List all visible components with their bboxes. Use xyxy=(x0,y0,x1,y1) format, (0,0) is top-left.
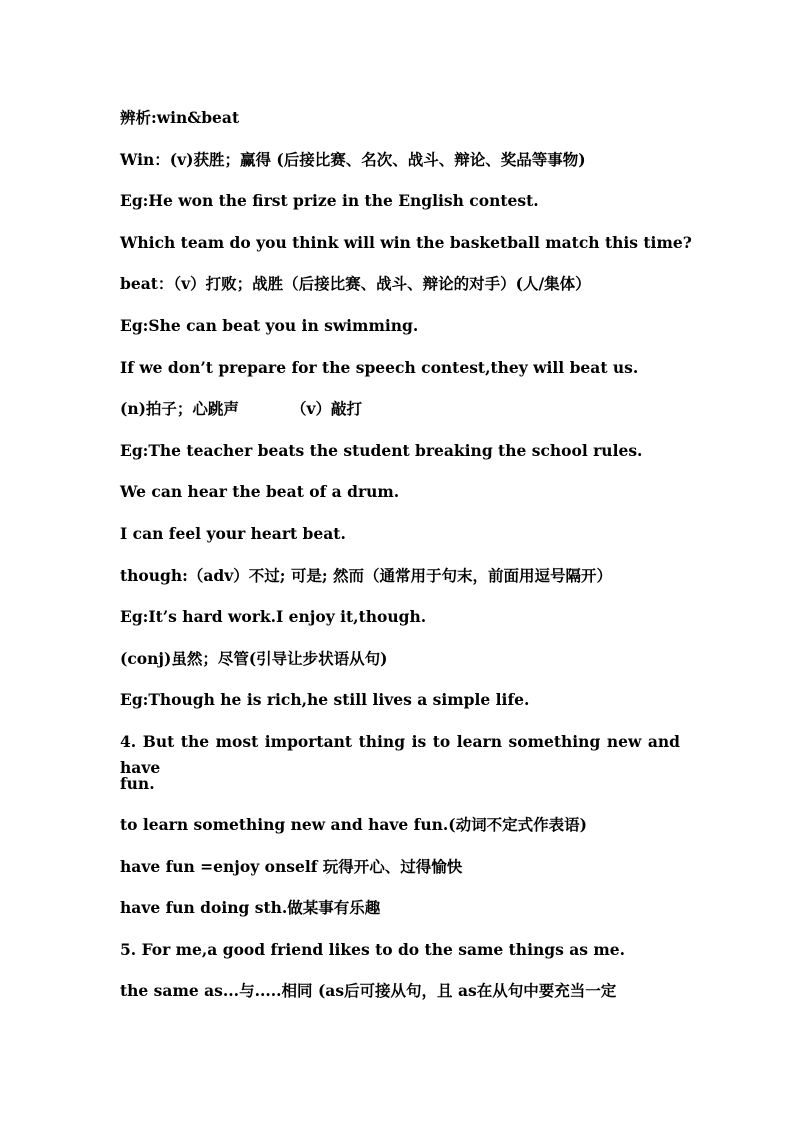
text-line-8 xyxy=(120,396,680,438)
beat-verb-definition: （v）敲打 xyxy=(290,399,362,419)
text-line-21: 5. For me,a good friend likes to do the same things as me. xyxy=(120,939,626,959)
text-line-14: (conj)虽然；尽管(引导让步状语从句) xyxy=(120,648,388,668)
text-line-19: have fun =enjoy onself 玩得开心、过得愉快 xyxy=(120,856,463,876)
text-line-2: Win：(v)获胜；赢得 (后接比赛、名次、战斗、辩论、奖品等事物) xyxy=(120,149,586,169)
text-line-9: Eg:The teacher beats the student breaking the school rules. xyxy=(120,440,643,460)
text-line-6: Eg:She can beat you in swimming. xyxy=(120,315,419,335)
text-line-5: beat：（v）打败；战胜（后接比赛、战斗、辩论的对手）(人/集体） xyxy=(120,274,591,294)
text-line-17: fun. xyxy=(120,773,155,793)
text-line-3: Eg:He won the first prize in the English contest. xyxy=(120,191,539,211)
text-line-22: the same as...与.....相同 (as后可接从句，且 as在从句中要充当一定 xyxy=(120,981,617,1001)
text-line-16: 4. But the most important thing is to learn something new and have xyxy=(120,731,680,777)
beat-noun-definition: (n)拍子；心跳声 xyxy=(120,399,239,419)
text-line-13: Eg:It’s hard work.I enjoy it,though. xyxy=(120,607,427,627)
text-line-20: have fun doing sth.做某事有乐趣 xyxy=(120,898,381,918)
text-line-12: though:（adv）不过; 可是; 然而（通常用于句末，前面用逗号隔开） xyxy=(120,565,612,585)
text-line-10: We can hear the beat of a drum. xyxy=(120,482,400,502)
document-body xyxy=(120,105,692,1020)
text-line-15: Eg:Though he is rich,he still lives a simple life. xyxy=(120,690,530,710)
text-line-1: 辨析:win&beat xyxy=(120,108,240,127)
text-line-4: Which team do you think will win the basketball match this time? xyxy=(120,232,692,252)
text-line-18: to learn something new and have fun.(动词不定式作表语) xyxy=(120,815,587,835)
text-line-11: I can feel your heart beat. xyxy=(120,523,346,543)
text-line-7: If we don’t prepare for the speech contest,they will beat us. xyxy=(120,357,639,377)
